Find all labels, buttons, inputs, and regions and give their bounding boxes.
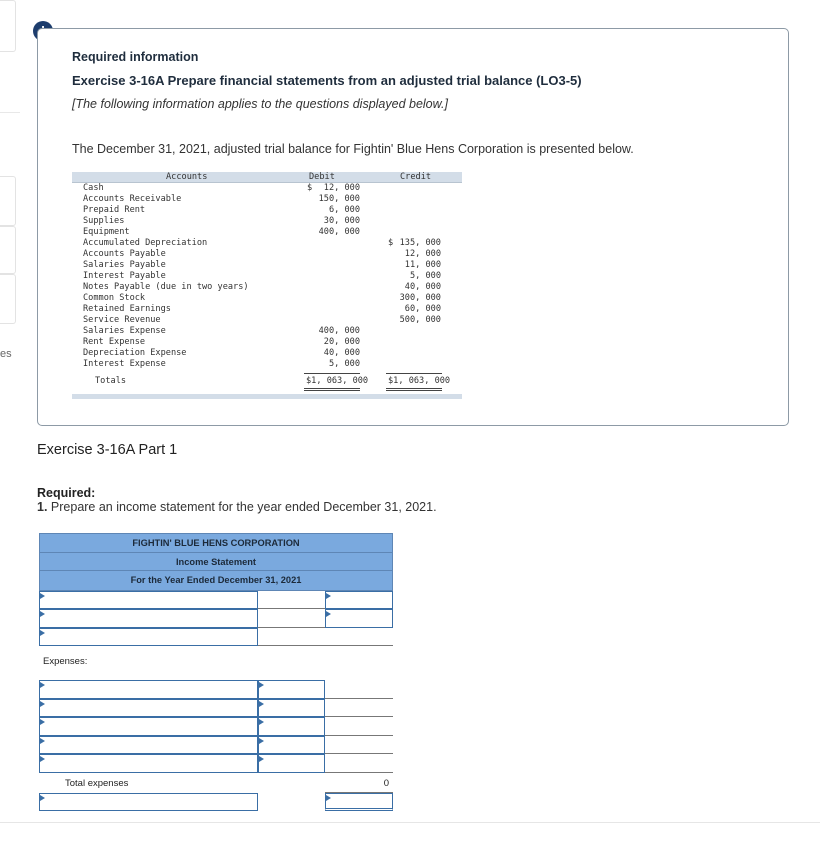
total-expenses-label: Total expenses [65, 777, 129, 789]
total-cell [325, 754, 393, 773]
totals-label: Totals [95, 376, 127, 386]
table-row [39, 609, 393, 628]
expense-amount-input[interactable] [258, 717, 325, 736]
total-input[interactable] [325, 591, 393, 610]
input-arrow-icon [259, 738, 264, 744]
trial-balance-row [72, 293, 462, 304]
company-name: FIGHTIN' BLUE HENS CORPORATION [40, 534, 392, 553]
trial-balance-row [72, 183, 462, 194]
nav-partial-label: es [0, 348, 12, 360]
nav-tab-4[interactable] [0, 274, 16, 324]
account-name: Retained Earnings [83, 304, 171, 314]
statement-name: Income Statement [40, 553, 392, 572]
debit-total-rule-bottom-2 [304, 390, 360, 391]
required-label: Required: [37, 486, 96, 500]
total-input[interactable] [325, 609, 393, 628]
expenses-label-row [39, 646, 393, 680]
account-name: Common Stock [83, 293, 146, 303]
account-name: Salaries Expense [83, 326, 166, 336]
trial-balance-row [72, 315, 462, 326]
amount-cell [258, 628, 325, 647]
trial-balance-row [72, 216, 462, 227]
account-name: Cash [83, 183, 104, 193]
debit-amount: 30, 000 [323, 216, 360, 226]
nav-tab-1[interactable] [0, 0, 16, 52]
required-instruction [37, 500, 437, 514]
dropdown-arrow-icon [40, 630, 45, 636]
debit-total-rule-top [304, 373, 360, 374]
table-row [39, 717, 393, 736]
total-expenses-value: 0 [383, 777, 389, 789]
account-name: Supplies [83, 216, 125, 226]
expense-account-input[interactable] [39, 717, 258, 736]
trial-balance-footer-bar [72, 394, 462, 399]
account-input[interactable] [39, 591, 258, 610]
credit-header: Credit [400, 172, 432, 182]
credit-amount: 60, 000 [404, 304, 441, 314]
table-row [39, 754, 393, 773]
input-arrow-icon [326, 593, 331, 599]
table-row [39, 628, 393, 647]
trial-balance-row [72, 326, 462, 337]
credit-dollar-sign: $ [388, 238, 394, 248]
trial-balance-row [72, 194, 462, 205]
total-cell [325, 699, 393, 718]
dropdown-arrow-icon [40, 738, 45, 744]
trial-balance-row [72, 271, 462, 282]
required-text: Prepare an income statement for the year ended December 31, 2021. [47, 500, 437, 514]
total-cell [325, 736, 393, 755]
trial-balance-row [72, 359, 462, 370]
credit-amount: 12, 000 [404, 249, 441, 259]
nav-divider [0, 112, 20, 113]
account-name: Interest Expense [83, 359, 166, 369]
trial-balance-row [72, 348, 462, 359]
input-arrow-icon [259, 756, 264, 762]
trial-balance-row [72, 227, 462, 238]
part-title: Exercise 3-16A Part 1 [37, 442, 178, 458]
expense-amount-input[interactable] [258, 754, 325, 773]
amount-cell [258, 609, 325, 628]
input-arrow-icon [326, 795, 331, 801]
credit-amount: 500, 000 [399, 315, 441, 325]
credit-amount: 11, 000 [404, 260, 441, 270]
expenses-label: Expenses: [43, 656, 88, 667]
credit-amount: 5, 000 [409, 271, 441, 281]
table-row [39, 793, 393, 812]
trial-balance-body [72, 183, 462, 370]
accounts-header: Accounts [166, 172, 208, 182]
account-name: Notes Payable (due in two years) [83, 282, 249, 292]
expense-amount-input[interactable] [258, 699, 325, 718]
net-income-amount-input[interactable] [325, 793, 393, 812]
debit-amount: 40, 000 [323, 348, 360, 358]
expense-amount-input[interactable] [258, 736, 325, 755]
dropdown-arrow-icon [40, 611, 45, 617]
account-name: Prepaid Rent [83, 205, 146, 215]
trial-balance-row [72, 304, 462, 315]
trial-balance-row [72, 260, 462, 271]
total-cell [325, 628, 393, 647]
account-name: Service Revenue [83, 315, 161, 325]
credit-amount: 40, 000 [404, 282, 441, 292]
nav-tab-3[interactable] [0, 226, 16, 274]
debit-total-rule-bottom [304, 388, 360, 389]
account-name: Salaries Payable [83, 260, 166, 270]
total-cell [325, 680, 393, 699]
expense-account-input[interactable] [39, 754, 258, 773]
account-name: Interest Payable [83, 271, 166, 281]
credit-total-rule-bottom [386, 388, 442, 389]
required-information-heading: Required information [72, 50, 199, 64]
account-input[interactable] [39, 628, 258, 647]
debit-amount: 6, 000 [328, 205, 360, 215]
dropdown-arrow-icon [40, 701, 45, 707]
required-number: 1. [37, 500, 48, 514]
account-name: Accumulated Depreciation [83, 238, 208, 248]
input-arrow-icon [326, 611, 331, 617]
trial-balance-row [72, 238, 462, 249]
table-row [39, 736, 393, 755]
debit-amount: 20, 000 [323, 337, 360, 347]
trial-balance-table [72, 172, 462, 399]
statement-period: For the Year Ended December 31, 2021 [130, 575, 302, 585]
credit-amount: 135, 000 [399, 238, 441, 248]
table-row [39, 699, 393, 718]
dropdown-arrow-icon [40, 795, 45, 801]
credit-total-rule-top [386, 373, 442, 374]
table-row [39, 680, 393, 699]
account-name: Accounts Payable [83, 249, 166, 259]
income-statement-worksheet [39, 533, 393, 811]
total-expenses-row [39, 773, 393, 793]
trial-balance-row [72, 249, 462, 260]
debit-header: Debit [309, 172, 335, 182]
expense-account-input[interactable] [39, 736, 258, 755]
table-row [39, 591, 393, 610]
trial-balance-row [72, 205, 462, 216]
input-arrow-icon [259, 701, 264, 707]
account-input[interactable] [39, 609, 258, 628]
account-name: Accounts Receivable [83, 194, 182, 204]
debit-amount: 400, 000 [318, 227, 360, 237]
expense-amount-input[interactable] [258, 680, 325, 699]
dropdown-arrow-icon [40, 756, 45, 762]
income-statement-header [39, 533, 393, 591]
input-arrow-icon [259, 682, 264, 688]
credit-amount: 300, 000 [399, 293, 441, 303]
account-name: Rent Expense [83, 337, 146, 347]
dropdown-arrow-icon [40, 682, 45, 688]
input-arrow-icon [259, 719, 264, 725]
amount-cell [258, 591, 325, 610]
debit-amount: 12, 000 [323, 183, 360, 193]
account-name: Depreciation Expense [83, 348, 187, 358]
nav-tab-2[interactable] [0, 176, 16, 226]
debit-amount: 400, 000 [318, 326, 360, 336]
dropdown-arrow-icon [40, 719, 45, 725]
debit-total: $1, 063, 000 [306, 376, 369, 386]
debit-amount: 150, 000 [318, 194, 360, 204]
total-cell [325, 717, 393, 736]
footer-divider [0, 822, 820, 823]
exercise-title: Exercise 3-16A Prepare financial statements from an adjusted trial balance (LO3-5) [72, 73, 582, 88]
trial-balance-row [72, 337, 462, 348]
trial-balance-row [72, 282, 462, 293]
debit-amount: 5, 000 [328, 359, 360, 369]
trial-balance-totals-row [72, 370, 462, 392]
debit-dollar-sign: $ [307, 183, 313, 193]
exercise-intro: The December 31, 2021, adjusted trial balance for Fightin' Blue Hens Corporation is presented below. [72, 142, 634, 156]
exercise-note: [The following information applies to the questions displayed below.] [72, 97, 448, 111]
dropdown-arrow-icon [40, 593, 45, 599]
net-income-label-input[interactable] [39, 793, 258, 812]
credit-total: $1, 063, 000 [388, 376, 451, 386]
trial-balance-header [72, 172, 462, 183]
total-expenses-cell [325, 773, 393, 793]
expense-account-input[interactable] [39, 699, 258, 718]
account-name: Equipment [83, 227, 130, 237]
credit-total-rule-bottom-2 [386, 390, 442, 391]
expense-account-input[interactable] [39, 680, 258, 699]
